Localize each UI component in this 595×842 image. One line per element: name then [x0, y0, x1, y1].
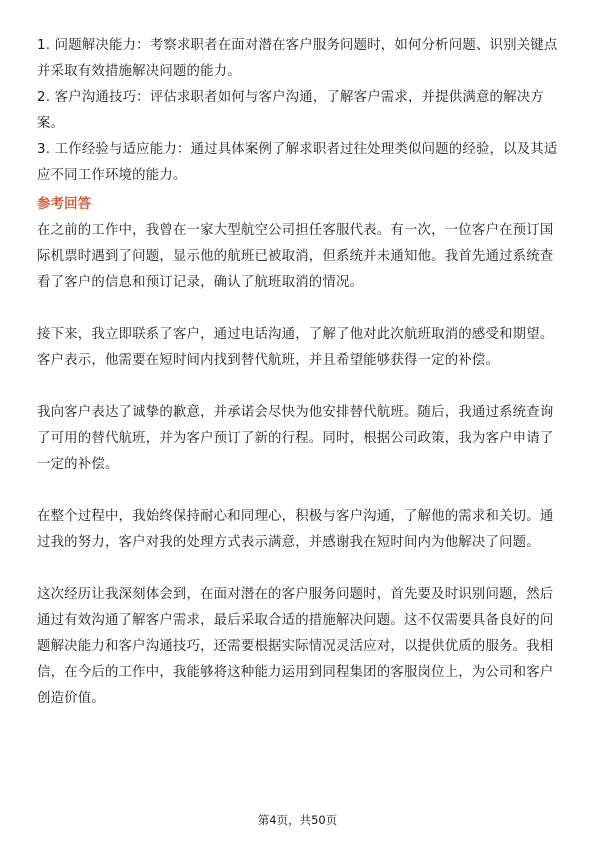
answer-paragraph: 我向客户表达了诚挚的歉意，并承诺会尽快为他安排替代航班。随后，我通过系统查询了可用的替代航班，并为客户预订了新的行程。同时，根据公司政策，我为客户申请了一定的补偿。 — [37, 405, 554, 472]
reference-answer-heading: 参考回答 — [37, 197, 92, 212]
answer-paragraph: 在之前的工作中，我曾在一家大型航空公司担任客服代表。有一次，一位客户在预订国际机票时遇到了问题，显示他的航班已被取消，但系统并未通知他。我首先通过系统查看了客户的信息和预订记录，确认了航班取消的情况。 — [37, 223, 554, 290]
answer-paragraph: 在整个过程中，我始终保持耐心和同理心，积极与客户沟通，了解他的需求和关切。通过我的努力，客户对我的处理方式表示满意，并感谢我在短时间内为他解决了问题。 — [37, 509, 554, 550]
answer-paragraph: 接下来，我立即联系了客户，通过电话沟通，了解了他对此次航班取消的感受和期望。客户表示，他需要在短时间内找到替代航班，并且希望能够获得一定的补偿。 — [37, 327, 554, 368]
answer-paragraph: 这次经历让我深刻体会到，在面对潜在的客户服务问题时，首先要及时识别问题，然后通过有效沟通了解客户需求，最后采取合适的措施解决问题。这不仅需要具备良好的问题解决能力和客户沟通技巧，还需要根据实际情况灵活应对，以提供优质的服务。我相信，在今后的工作中，我能够将这种能力运用到同程集团的客服岗位上，为公司和客户创造价值。 — [37, 587, 554, 706]
page-number: 第4页，共50页 — [257, 813, 338, 827]
criterion-problem-solving: 1. 问题解决能力：考察求职者在面对潜在客户服务问题时，如何分析问题、识别关键点并采取有效措施解决问题的能力。 — [37, 38, 558, 79]
criterion-experience: 3. 工作经验与适应能力：通过具体案例了解求职者过往处理类似问题的经验，以及其适应不同工作环境的能力。 — [37, 142, 558, 183]
criterion-communication: 2. 客户沟通技巧：评估求职者如何与客户沟通，了解客户需求，并提供满意的解决方案。 — [37, 90, 544, 131]
document-body — [37, 33, 559, 712]
